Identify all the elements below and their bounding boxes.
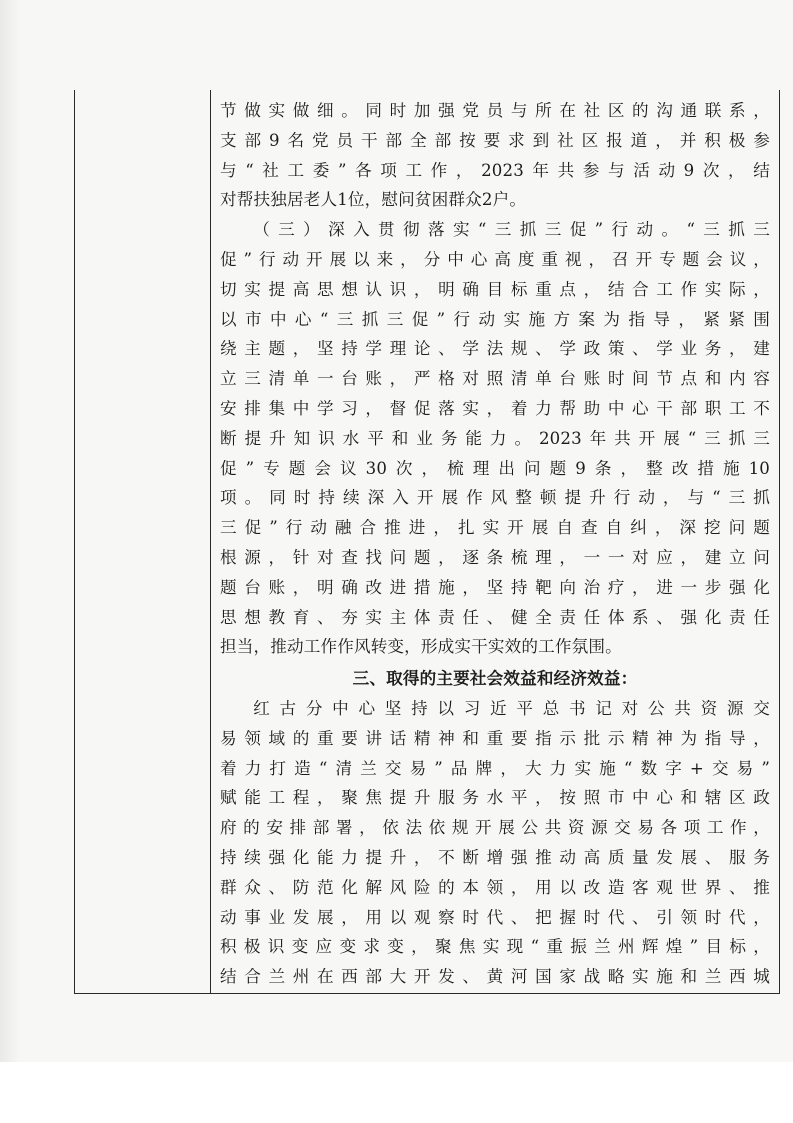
paragraph-line: 断提升知识水平和业务能力。2023年共开展“三抓三 — [220, 428, 770, 448]
paragraph-line: 结合兰州在西部大开发、黄河国家战略实施和兰西城 — [220, 967, 770, 987]
table-content-cell — [220, 96, 770, 992]
paragraph-line: 思想教育、夯实主体责任、健全责任体系、强化责任 — [220, 607, 770, 627]
paragraph-line: 积极识变应变求变，聚焦实现“重振兰州辉煌”目标， — [220, 937, 770, 957]
paragraph-line: 促”行动开展以来，分中心高度重视，召开专题会议， — [220, 249, 770, 269]
paragraph-line: 动事业发展，用以观察时代、把握时代、引领时代， — [220, 907, 770, 927]
paragraph-line: 根源，针对查找问题，逐条梳理，一一对应，建立问 — [220, 547, 770, 567]
paragraph-line: 绕主题，坚持学理论、学法规、学政策、学业务，建 — [220, 339, 770, 359]
paragraph-line: 府的安排部署，依法依规开展公共资源交易各项工作， — [220, 818, 770, 838]
paragraph-line: 题台账，明确改进措施，坚持靶向治疗，进一步强化 — [220, 577, 770, 597]
form-table — [74, 90, 780, 994]
paragraph-line: 三促”行动融合推进，扎实开展自查自纠，深挖问题 — [220, 518, 770, 538]
table-label-column — [75, 90, 211, 993]
paragraph-line: 持续强化能力提升，不断增强推动高质量发展、服务 — [220, 847, 770, 867]
paragraph-line: 担当，推动工作作风转变，形成实干实效的工作氛围。 — [220, 637, 622, 657]
paragraph-line: 安排集中学习，督促落实，着力帮助中心干部职工不 — [220, 398, 770, 418]
paragraph-line: 与“社工委”各项工作，2023年共参与活动9次，结 — [220, 160, 770, 180]
paragraph-line: 项。同时持续深入开展作风整顿提升行动，与“三抓 — [220, 488, 770, 508]
paragraph-line: 支部9名党员干部全部按要求到社区报道，并积极参 — [220, 130, 770, 150]
paragraph-line: （三）深入贯彻落实“三抓三促”行动。“三抓三 — [253, 220, 770, 240]
paragraph-line: 易领域的重要讲话精神和重要指示批示精神为指导， — [220, 728, 770, 748]
paragraph-line: 以市中心“三抓三促”行动实施方案为指导，紧紧围 — [220, 309, 770, 329]
paragraph-line: 切实提高思想认识，明确目标重点，结合工作实际， — [220, 279, 770, 299]
paragraph-line: 对帮扶独居老人1位，慰问贫困群众2户。 — [220, 190, 527, 210]
section-heading: 三、取得的主要社会效益和经济效益： — [352, 668, 638, 689]
scan-edge-shadow — [0, 0, 20, 1123]
paragraph-line: 群众、防范化解风险的本领，用以改造客观世界、推 — [220, 877, 770, 897]
paragraph-line: 立三清单一台账，严格对照清单台账时间节点和内容 — [220, 369, 770, 389]
paragraph-line: 赋能工程，聚焦提升服务水平，按照市中心和辖区政 — [220, 788, 770, 808]
paragraph-line: 着力打造“清兰交易”品牌，大力实施“数字+交易” — [220, 758, 770, 778]
paragraph-line: 促”专题会议30次，梳理出问题9条，整改措施10 — [220, 458, 770, 478]
paragraph-line: 红古分中心坚持以习近平总书记对公共资源交 — [253, 698, 770, 718]
scan-bottom-margin — [0, 1062, 793, 1123]
paragraph-line: 节做实做细。同时加强党员与所在社区的沟通联系， — [220, 101, 770, 120]
